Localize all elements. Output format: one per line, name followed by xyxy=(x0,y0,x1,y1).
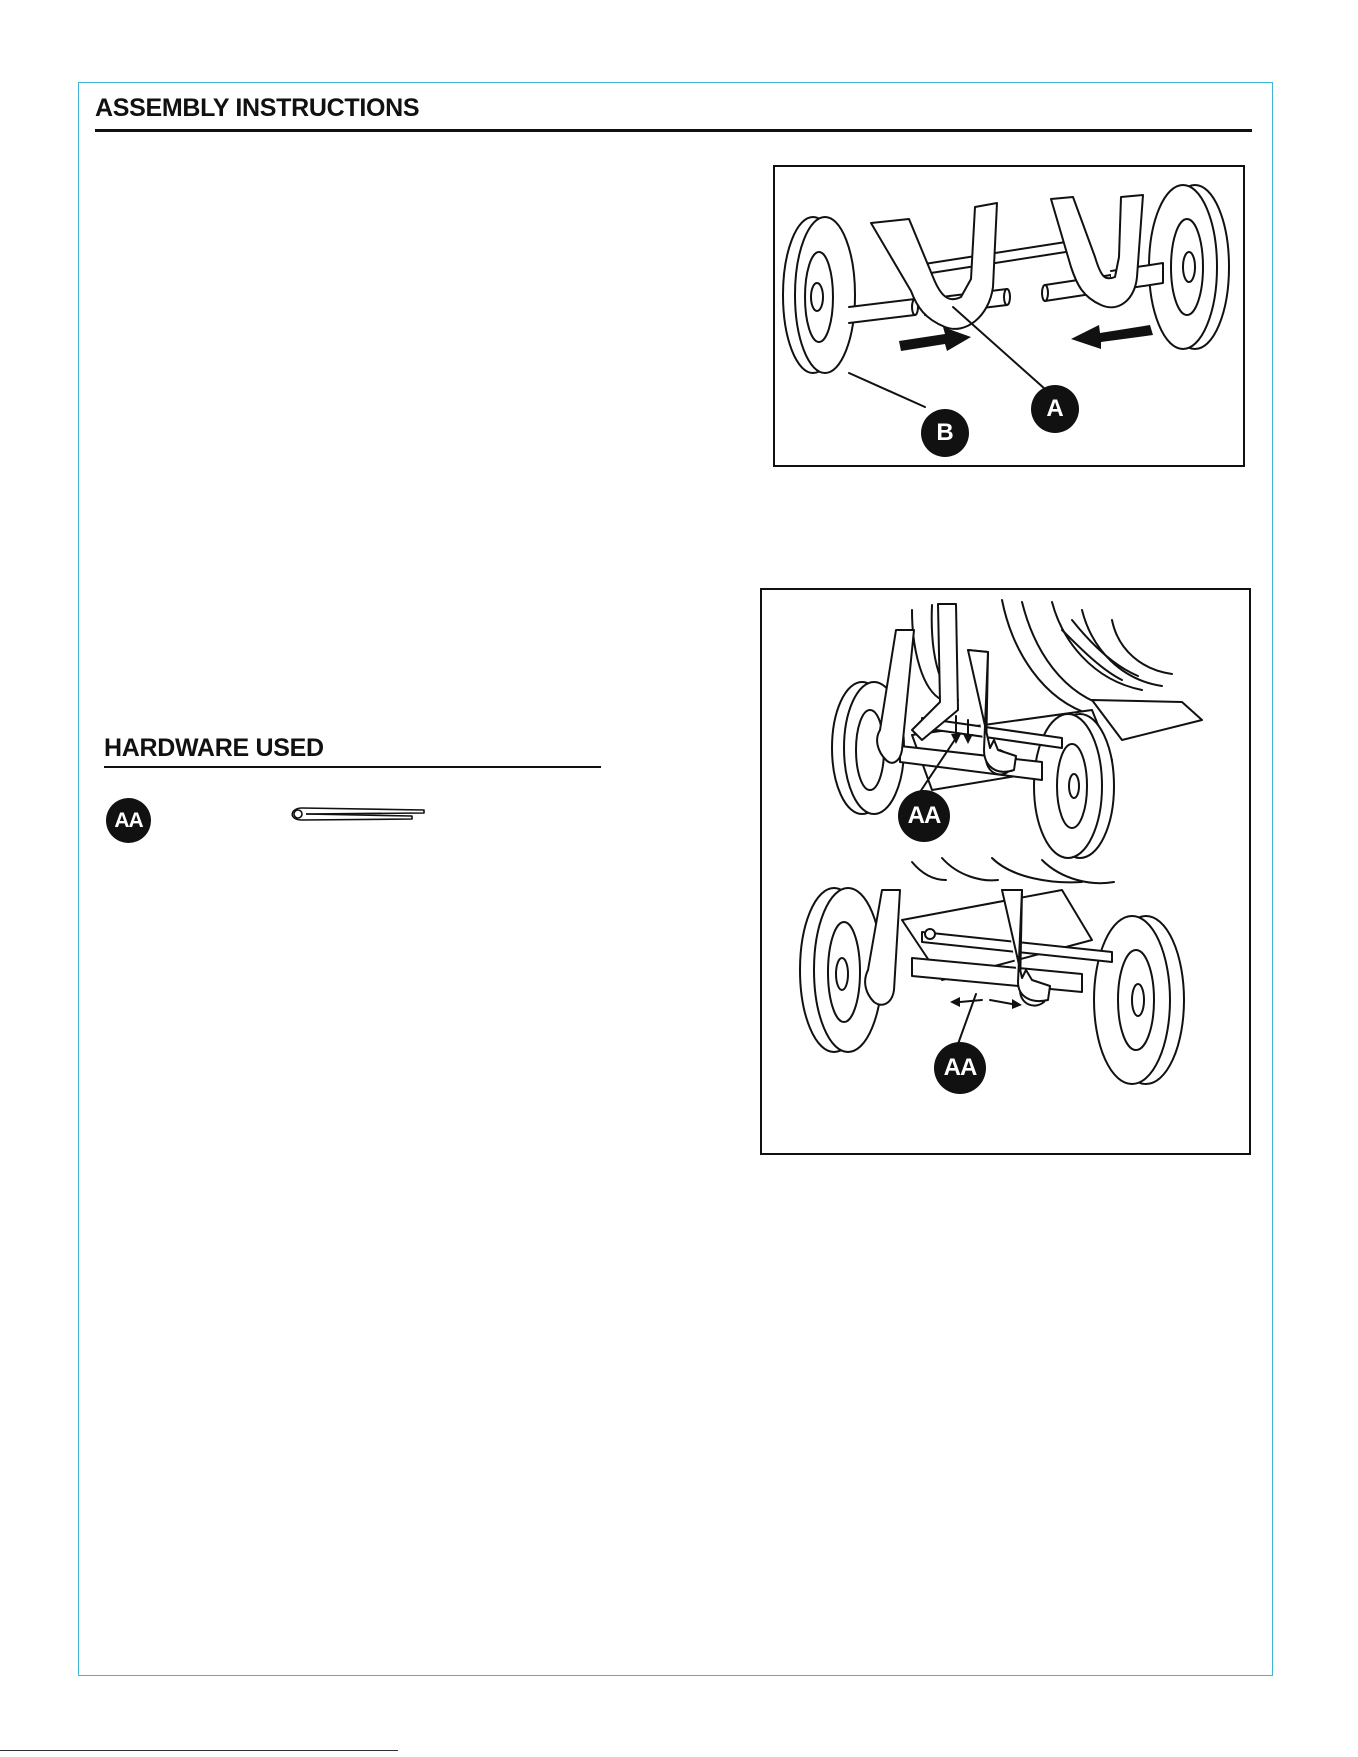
hardware-used-title: HARDWARE USED xyxy=(104,734,324,762)
callout-aa-top: AA xyxy=(898,790,950,842)
cotter-pin-icon xyxy=(284,803,434,827)
cotter-pin-illustration xyxy=(762,590,1249,1153)
hardware-divider xyxy=(104,766,601,768)
callout-b: B xyxy=(921,409,969,457)
hardware-label-badge: AA xyxy=(106,798,151,843)
callout-aa-bottom: AA xyxy=(934,1042,986,1094)
callout-a: A xyxy=(1031,385,1079,433)
footer-rule xyxy=(0,1750,398,1751)
title-divider xyxy=(95,129,1252,132)
figure-wheel-installation xyxy=(773,165,1245,467)
hardware-item xyxy=(104,795,504,845)
wheel-axle-illustration xyxy=(775,167,1243,465)
section-title: ASSEMBLY INSTRUCTIONS xyxy=(95,94,420,122)
figure-cotter-pin-installation xyxy=(760,588,1251,1155)
